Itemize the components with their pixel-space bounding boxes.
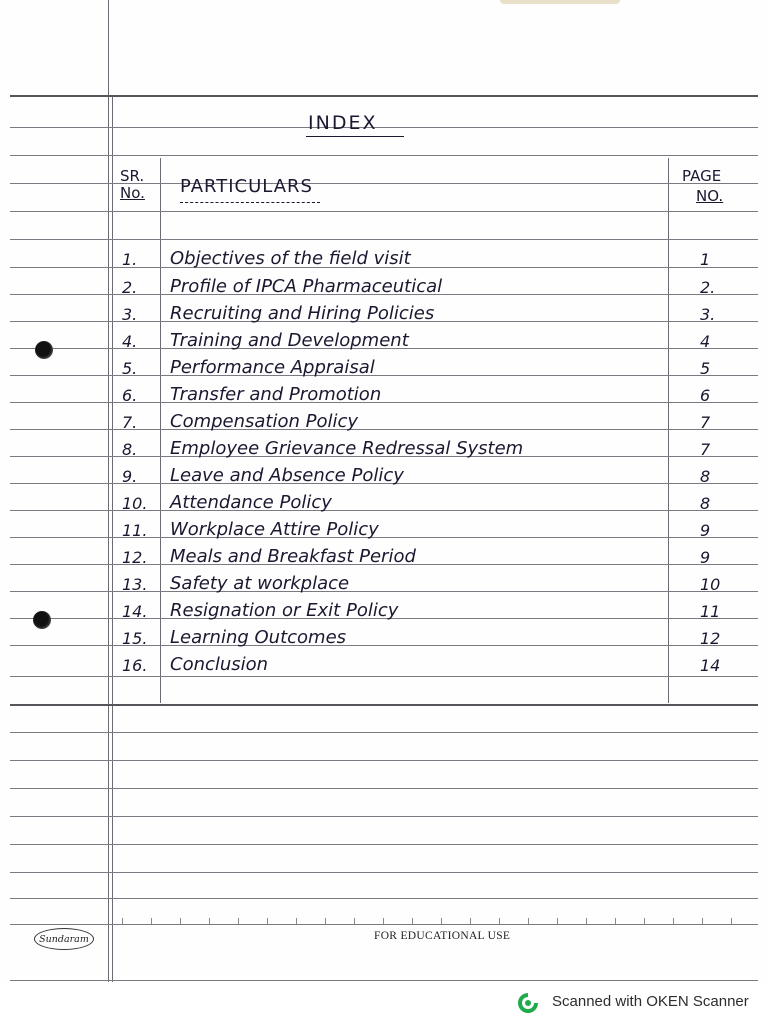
page-bottom-rule xyxy=(10,980,758,981)
page-edge-shadow xyxy=(500,0,620,4)
row-particular: Compensation Policy xyxy=(170,411,359,432)
index-row xyxy=(0,465,768,491)
row-sr: 1. xyxy=(122,250,138,269)
row-page: 4 xyxy=(700,332,711,351)
index-row xyxy=(0,627,768,653)
row-particular: Resignation or Exit Policy xyxy=(170,600,399,621)
page-title: INDEX xyxy=(308,112,378,134)
header-page-line1: PAGE xyxy=(682,167,722,185)
row-particular: Workplace Attire Policy xyxy=(170,519,379,540)
ruled-line xyxy=(10,127,758,128)
row-page: 9 xyxy=(700,521,711,540)
header-rule xyxy=(10,95,758,97)
row-particular: Profile of IPCA Pharmaceutical xyxy=(170,276,443,297)
scale-tick xyxy=(122,918,123,924)
row-page: 3. xyxy=(700,305,716,324)
row-page: 5 xyxy=(700,359,711,378)
row-particular: Meals and Breakfast Period xyxy=(170,546,416,567)
left-margin-line xyxy=(108,0,109,982)
row-sr: 13. xyxy=(122,575,148,594)
row-sr: 8. xyxy=(122,440,138,459)
scale-tick xyxy=(615,918,616,924)
row-page: 11 xyxy=(700,602,721,621)
brand-logo-text: Sundaram xyxy=(39,933,89,945)
index-row xyxy=(0,248,768,274)
row-page: 10 xyxy=(700,575,721,594)
index-row xyxy=(0,519,768,545)
index-row xyxy=(0,546,768,572)
index-row xyxy=(0,357,768,383)
row-particular: Leave and Absence Policy xyxy=(170,465,404,486)
scale-tick xyxy=(180,918,181,924)
ruled-line xyxy=(10,760,758,761)
scale-tick xyxy=(441,918,442,924)
index-row xyxy=(0,411,768,437)
row-sr: 6. xyxy=(122,386,138,405)
row-sr: 3. xyxy=(122,305,138,324)
table-bottom-rule xyxy=(10,704,758,706)
row-page: 12 xyxy=(700,629,721,648)
row-page: 6 xyxy=(700,386,711,405)
index-row xyxy=(0,654,768,680)
index-row xyxy=(0,384,768,410)
row-sr: 15. xyxy=(122,629,148,648)
scale-tick xyxy=(325,918,326,924)
row-sr: 7. xyxy=(122,413,138,432)
row-particular: Safety at workplace xyxy=(170,573,350,594)
scale-tick xyxy=(383,918,384,924)
particulars-underline xyxy=(180,202,320,203)
scale-tick xyxy=(644,918,645,924)
row-particular: Recruiting and Hiring Policies xyxy=(170,303,435,324)
row-page: 8 xyxy=(700,494,711,513)
scale-tick xyxy=(412,918,413,924)
ruled-line xyxy=(10,155,758,156)
row-particular: Transfer and Promotion xyxy=(170,384,382,405)
index-row xyxy=(0,330,768,356)
index-row xyxy=(0,600,768,626)
scale-tick xyxy=(499,918,500,924)
index-row xyxy=(0,438,768,464)
index-row xyxy=(0,276,768,302)
ruled-line xyxy=(10,872,758,873)
row-page: 2. xyxy=(700,278,716,297)
ruled-line xyxy=(10,844,758,845)
ruled-line xyxy=(10,898,758,899)
header-sr-line1: SR. xyxy=(120,167,145,185)
scale-tick xyxy=(528,918,529,924)
row-sr: 16. xyxy=(122,656,148,675)
header-sr-no xyxy=(120,168,145,202)
row-page: 7 xyxy=(700,413,711,432)
ruled-line xyxy=(10,239,758,240)
row-sr: 2. xyxy=(122,278,138,297)
scale-tick xyxy=(470,918,471,924)
row-sr: 14. xyxy=(122,602,148,621)
index-row xyxy=(0,573,768,599)
row-particular: Performance Appraisal xyxy=(170,357,375,378)
scale-tick xyxy=(354,918,355,924)
header-page-line2: NO. xyxy=(696,187,724,205)
index-row xyxy=(0,303,768,329)
scanner-watermark xyxy=(0,982,768,1024)
scale-tick xyxy=(673,918,674,924)
scale-tick xyxy=(557,918,558,924)
scale-tick xyxy=(296,918,297,924)
row-sr: 10. xyxy=(122,494,148,513)
row-sr: 12. xyxy=(122,548,148,567)
ruled-line xyxy=(10,732,758,733)
row-particular: Objectives of the field visit xyxy=(170,248,411,269)
title-underline xyxy=(306,136,404,137)
row-particular: Learning Outcomes xyxy=(170,627,347,648)
header-particulars: PARTICULARS xyxy=(180,176,313,197)
scale-tick xyxy=(267,918,268,924)
scale-tick xyxy=(238,918,239,924)
row-sr: 9. xyxy=(122,467,138,486)
row-page: 7 xyxy=(700,440,711,459)
scale-tick xyxy=(151,918,152,924)
scale-tick xyxy=(586,918,587,924)
brand-logo xyxy=(34,928,94,950)
oken-scanner-icon xyxy=(516,992,540,1014)
footer-text: FOR EDUCATIONAL USE xyxy=(374,930,511,942)
row-particular: Training and Development xyxy=(170,330,409,351)
header-sr-line2: No. xyxy=(120,184,145,202)
row-page: 14 xyxy=(700,656,721,675)
row-page: 1 xyxy=(700,250,711,269)
row-sr: 5. xyxy=(122,359,138,378)
scanner-text: Scanned with OKEN Scanner xyxy=(552,993,749,1010)
scale-tick xyxy=(731,918,732,924)
row-particular: Conclusion xyxy=(170,654,269,675)
index-row xyxy=(0,492,768,518)
row-particular: Employee Grievance Redressal System xyxy=(170,438,524,459)
row-sr: 4. xyxy=(122,332,138,351)
row-sr: 11. xyxy=(122,521,148,540)
scale-tick xyxy=(702,918,703,924)
row-page: 8 xyxy=(700,467,711,486)
scale-tick xyxy=(209,918,210,924)
ruled-line xyxy=(10,816,758,817)
ruled-line xyxy=(10,788,758,789)
ruled-line xyxy=(10,211,758,212)
scale-ticks xyxy=(112,918,758,926)
row-particular: Attendance Policy xyxy=(170,492,332,513)
row-page: 9 xyxy=(700,548,711,567)
header-page-no xyxy=(680,166,723,206)
